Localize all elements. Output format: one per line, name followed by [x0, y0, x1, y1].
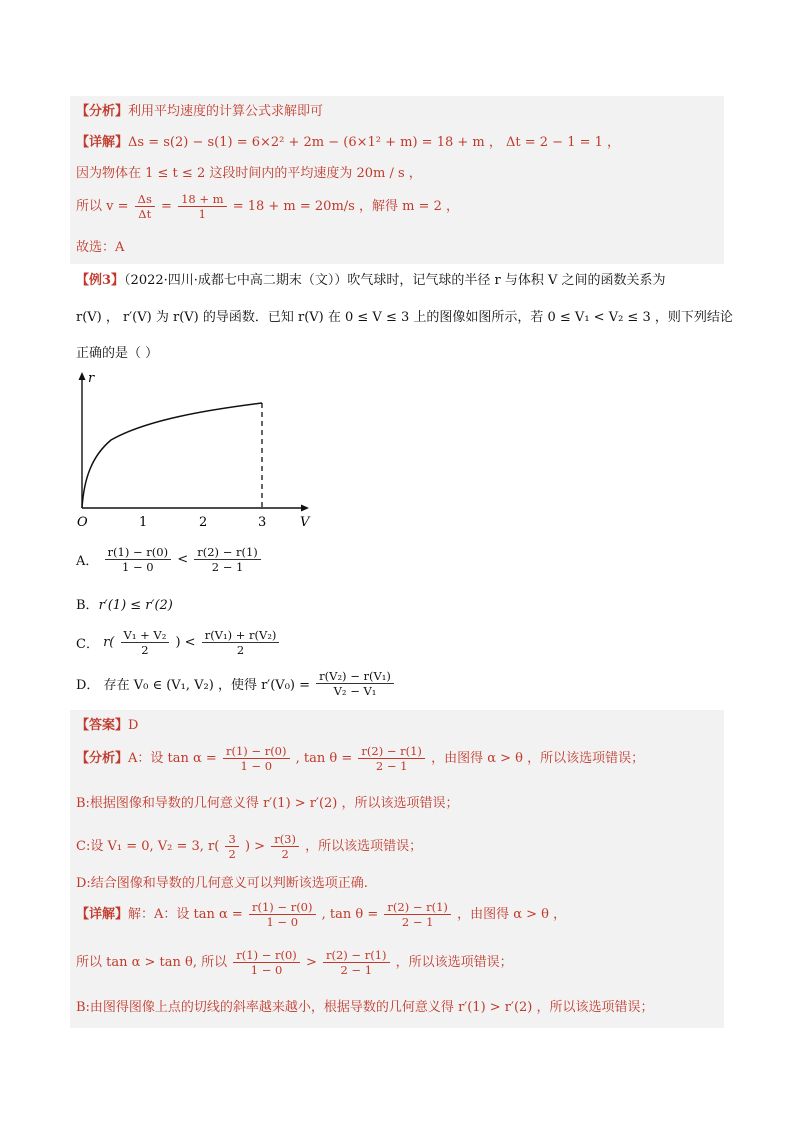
function-graph: [66, 368, 326, 538]
frac-num: r(2) − r(1): [323, 948, 390, 963]
x-axis-label: V: [300, 515, 310, 530]
detail-line-2: 因为物体在 1 ≤ t ≤ 2 这段时间内的平均速度为 20m / s ，: [76, 166, 422, 181]
option-c-mid: ) <: [175, 635, 196, 650]
x-tick-2: 2: [199, 515, 208, 530]
detail3-line-f: [76, 948, 513, 978]
example3-tag: 【例3】: [76, 273, 125, 288]
option-a: [76, 545, 263, 574]
answer-tag: 【答案】: [76, 718, 129, 733]
frac-num: r(1) − r(0): [249, 900, 316, 915]
detail-text-1: Δs = s(2) − s(1) = 6×2² + 2m − (6×1² + m) = 18 + m ， Δt = 2 − 1 = 1 ，: [128, 135, 621, 150]
frac-den: 1 − 0: [250, 963, 283, 977]
a-mid: , tan θ =: [295, 751, 353, 766]
y-axis-arrow: [79, 372, 86, 380]
c-post: ，所以该选项错误；: [305, 839, 423, 854]
example3-stem-3: 正确的是（ ）: [76, 346, 159, 361]
detail3-tag: 【详解】: [76, 907, 129, 922]
option-a-frac-1: [105, 545, 172, 574]
origin-label: O: [77, 515, 88, 530]
frac-den: V₂ − V₁: [333, 684, 377, 698]
option-c-frac-2: [202, 628, 280, 657]
f-frac-1: [233, 948, 300, 977]
frac-num: r(2) − r(1): [194, 545, 261, 560]
a-pre: A：设 tan α =: [128, 751, 217, 766]
a-post: ，由图得 α > θ ，所以该选项错误；: [431, 751, 645, 766]
frac-den: 2 − 1: [401, 915, 434, 929]
c-pre: C:设 V₁ = 0, V₂ = 3, r(: [76, 839, 220, 854]
example3-stem-2: r(V) ， r′(V) 为 r(V) 的导函数．已知 r(V) 在 0 ≤ V ≤ 3 上的图像如图所示，若 0 ≤ V₁ < V₂ ≤ 3 ，则下列结论: [76, 310, 733, 325]
detail-line-3: [76, 192, 459, 221]
c-mid: ) >: [244, 839, 266, 854]
analysis3-line-c: [76, 832, 422, 862]
analysis3-line-a: [76, 744, 644, 774]
frac-num: 18 + m: [178, 192, 227, 207]
frac-den: 2: [228, 847, 236, 861]
option-d-text: 存在 V₀ ∈ (V₁, V₂) ，使得 r′(V₀) =: [103, 678, 311, 693]
analysis-text: 利用平均速度的计算公式求解即可: [128, 104, 324, 119]
line3-eq: =: [161, 199, 172, 214]
detail3-line-e: [76, 900, 566, 930]
e-mid: , tan θ =: [321, 907, 379, 922]
analysis3-tag: 【分析】: [76, 751, 129, 766]
analysis3-line-d: D:结合图像和导数的几何意义可以判断该选项正确.: [76, 876, 368, 891]
frac-num: 3: [225, 832, 238, 847]
f-mid: >: [305, 955, 317, 970]
analysis-tag: 【分析】: [76, 104, 129, 119]
frac-num: Δs: [135, 192, 155, 207]
option-c: [76, 628, 281, 657]
frac-den: 1 − 0: [240, 759, 273, 773]
detail3-line-g: B:由图得图像上点的切线的斜率越来越小，根据导数的几何意义得 r′(1) > r′(2) ，所以该选项错误；: [76, 1000, 654, 1015]
choice-line: 故选：A: [76, 240, 125, 255]
frac-den: 1 − 0: [122, 560, 154, 574]
curve-r-of-v: [82, 403, 262, 508]
option-a-frac-2: [194, 545, 261, 574]
fraction-ds-dt: [135, 192, 155, 221]
e-post: ，由图得 α > θ ，: [457, 907, 567, 922]
x-axis-arrow: [301, 505, 309, 512]
f-frac-2: [323, 948, 390, 977]
option-b-label: B．: [76, 598, 99, 613]
f-post: ，所以该选项错误；: [395, 955, 513, 970]
frac-num: V₁ + V₂: [121, 628, 170, 643]
detail-tag: 【详解】: [76, 135, 129, 150]
e-frac-1: [249, 900, 316, 929]
x-tick-1: 1: [139, 515, 148, 530]
line3-prefix: 所以 v =: [76, 199, 129, 214]
option-b-text: r′(1) ≤ r′(2): [98, 598, 173, 613]
answer-line: [76, 715, 138, 737]
option-a-relation: <: [177, 552, 189, 567]
frac-num: r(1) − r(0): [233, 948, 300, 963]
c-frac-2: [271, 832, 299, 861]
frac-num: r(1) − r(0): [223, 744, 290, 759]
frac-den: 2: [236, 643, 245, 657]
option-d: [76, 669, 396, 698]
option-c-label: C．: [76, 637, 99, 652]
option-c-frac-1: [121, 628, 170, 657]
option-c-pre: r(: [103, 635, 115, 650]
frac-num: r(2) − r(1): [358, 744, 425, 759]
a-frac-1: [223, 744, 290, 773]
frac-den: 2 − 1: [211, 560, 244, 574]
a-frac-2: [358, 744, 425, 773]
fraction-18m: [178, 192, 227, 221]
answer-value: D: [128, 718, 139, 733]
frac-num: r(V₁) + r(V₂): [202, 628, 280, 643]
frac-den: Δt: [138, 207, 152, 221]
f-pre: 所以 tan α > tan θ, 所以: [76, 955, 228, 970]
frac-num: r(2) − r(1): [384, 900, 451, 915]
example3-source: （2022·四川·成都七中高二期末（文））: [124, 273, 348, 288]
line3-suffix: = 18 + m = 20m/s ，解得 m = 2 ，: [232, 199, 459, 214]
y-axis-label: r: [88, 371, 95, 386]
analysis-line-1: [76, 101, 323, 123]
frac-num: r(1) − r(0): [105, 545, 172, 560]
frac-den: 2 − 1: [340, 963, 373, 977]
frac-num: r(3): [271, 832, 299, 847]
x-tick-3: 3: [258, 515, 267, 530]
analysis3-line-b: B:根据图像和导数的几何意义得 r′(1) > r′(2) ，所以该选项错误；: [76, 796, 459, 811]
e-pre: 解：A：设 tan α =: [128, 907, 243, 922]
example3-line-1: [76, 270, 666, 292]
frac-den: 1 − 0: [266, 915, 299, 929]
frac-den: 2 − 1: [375, 759, 408, 773]
frac-den: 2: [281, 847, 289, 861]
frac-num: r(V₂) − r(V₁): [316, 669, 394, 684]
e-frac-2: [384, 900, 451, 929]
frac-den: 2: [141, 643, 149, 657]
example3-stem-1: 吹气球时，记气球的半径 r 与体积 V 之间的函数关系为: [347, 273, 666, 288]
c-frac-1: [225, 832, 238, 861]
frac-den: 1: [198, 207, 206, 221]
option-d-frac: [316, 669, 394, 698]
option-b: [76, 594, 173, 613]
option-d-label: D．: [76, 678, 100, 693]
detail-line-1: [76, 132, 620, 154]
option-a-label: A．: [76, 554, 99, 569]
